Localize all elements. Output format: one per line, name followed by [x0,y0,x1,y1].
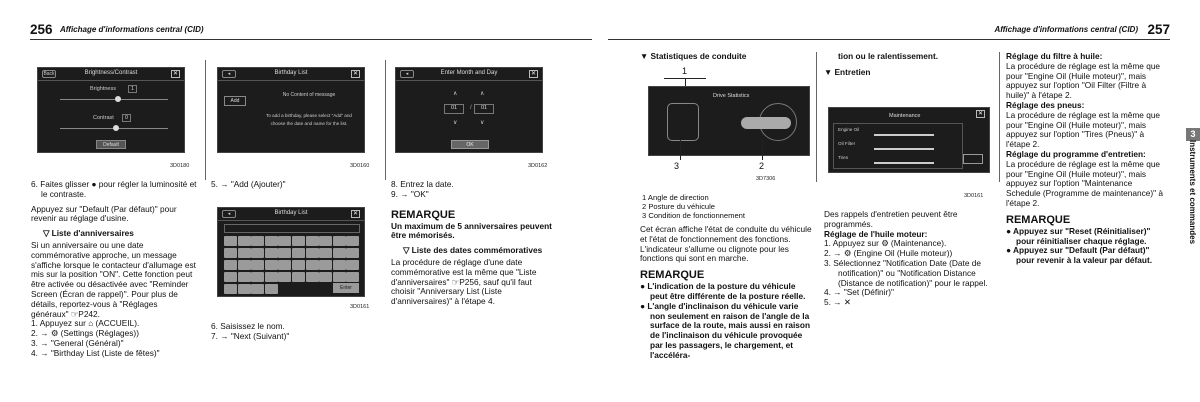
screen-title-bar [396,68,542,81]
step-2: 2. → ⚙ (Engine Oil (Huile moteur)) [824,248,953,259]
keyboard-key [292,248,305,258]
subheading: Réglage du filtre à huile: [1006,51,1103,61]
back-icon: ◂ [222,210,236,218]
close-icon: ✕ [530,71,537,77]
continued-text: tion ou le ralentissement. [838,51,939,61]
keyboard-key [265,260,278,270]
drive-stats-heading-wrap [640,52,810,62]
hint-line: To add a birthday, please select "Add" and [266,113,352,118]
close-icon: ✕ [172,71,179,77]
contrast-value: 0 [122,114,131,122]
screen-title: Birthday List [274,210,308,216]
figure-code: 3D0162 [528,163,548,169]
paragraph: Appuyez sur "Default (Par défaut)" pour revenir au réglage d'usine. [31,203,177,224]
keyboard-key [265,248,278,258]
subheading: ▽ Liste des dates commémoratives [403,245,543,256]
screen-title: Birthday List [274,70,308,76]
callout-line [762,140,763,160]
brightness-contrast-screenshot [37,67,185,153]
screen-title: Drive Statistics [713,93,750,99]
page-header [30,20,592,40]
keyboard-key [333,236,346,246]
keyboard-key [292,272,305,282]
paragraph: La procédure de réglage est la même que pour "Engine Oil (Huile moteur)", mais appuyez sur l'option "Oil Filter (Filtre à huile)" à l'étape 2. [1006,60,1161,101]
step-3: 3. → "General (Général)" [31,337,124,348]
middle-column-text-lower [211,322,381,342]
section-heading: ▼ Statistiques de conduite [640,51,747,61]
figure-code: 3D0160 [350,163,370,169]
col2-top [824,52,992,78]
column-divider [816,52,817,182]
remarque-heading: REMARQUE [1006,213,1071,226]
screen-title-bar [218,208,364,221]
keyboard-key [238,260,251,270]
empty-message: No Content of message [282,92,336,98]
paragraph: La procédure de réglage d'une date commémorative est la même que "Liste d'anniversaires" ☞P256, sauf qu'il faut choisir "Anniversary List (Liste d'anniversaires)" à l'étape 4. [391,256,537,307]
subheading: ▽ Liste d'anniversaires [43,228,134,239]
maintenance-list [833,123,963,169]
legend-item: 2 Posture du véhicule [642,202,716,211]
keyboard-key [346,236,359,246]
keyboard-key [238,284,251,294]
keyboard-key [224,248,237,258]
subheading: Réglage des pneus: [1006,99,1085,110]
keyboard-key [265,284,278,294]
keyboard-key [346,260,359,270]
keyboard-key [333,272,346,282]
paragraph: La procédure de réglage est la même que pour "Engine Oil (Huile moteur)", mais appuyez sur l'option "Maintenance Schedule (Programme de maintenance)" à l'étape 2. [1006,158,1163,208]
remarque-heading: REMARQUE [640,269,705,282]
keyboard-screenshot [217,207,365,297]
step-1: 1. Appuyez sur ⌂ (ACCUEIL). [31,318,140,329]
maintenance-row: Oil Filter [838,141,856,146]
callout-2: 2 [759,161,765,171]
keyboard-key [224,260,237,270]
col1-text [640,225,812,361]
screen-title: Brightness/Contrast [84,70,138,76]
keyboard-key [306,248,319,258]
keyboard-key [251,236,264,246]
step-9: 9. → "OK" [391,188,429,199]
keyboard-key [251,284,264,294]
keyboard-key [238,248,251,258]
keyboard-key [292,260,305,270]
keyboard-key [319,248,332,258]
close-icon: ✕ [352,211,359,217]
keyboard-key [265,272,278,282]
contrast-label: Contrast [93,115,114,121]
steering-vehicle-graphic [667,103,699,141]
col3-text [1006,52,1164,266]
column-divider [385,60,386,180]
keyboard-key [306,272,319,282]
progress-bar [874,148,934,150]
keyboard-key [333,260,346,270]
note-bullet: ● Appuyez sur "Reset (Réinitialiser)" pour réinitialiser chaque réglage. [1006,225,1151,246]
keyboard-key [265,236,278,246]
header-title: Affichage d'informations central (CID) [60,25,204,34]
page-header [608,20,1170,40]
section-heading: ▼ Entretien [824,66,871,77]
maintenance-screenshot [828,107,990,173]
callout-3: 3 [674,161,680,171]
back-button: Back [43,71,55,77]
back-icon: ◂ [400,70,414,78]
note-bullet: ● L'angle d'inclinaison du véhicule varie non seulement en raison de l'angle de la surface de la route, mais aussi en raison de l'inclinaison du véhicule provoquée par les passagers, le chargement, et l'accéléra- [640,300,811,360]
day-up-icon: ∧ [480,91,485,97]
middle-column-text [211,180,381,190]
paragraph: Si un anniversaire ou une date commémorative approche, un message s'affiche lorsque le contacteur d'allumage est mis sur la position "ON". Cette fonction peut être activée ou désactivée avec "Reminder Screen (Écran de rappel)". Pour plus de détails, reportez-vous à "Réglages généraux" ☞P242. [31,239,196,319]
step-6: 6. Faites glisser ● pour régler la luminosité et le contraste. [31,179,197,199]
keyboard-key [319,272,332,282]
default-button: Default [96,140,126,149]
right-column-text [391,180,557,307]
brightness-label: Brightness [90,86,116,92]
progress-bar [874,134,934,136]
month-up-icon: ∧ [453,91,458,97]
step-8: 8. Entrez la date. [391,179,454,189]
page-number: 257 [1147,22,1170,37]
note: Un maximum de 5 anniversaires peuvent être mémorisés. [391,220,552,241]
step-6: 6. Saisissez le nom. [211,321,285,331]
keyboard-key [238,236,251,246]
header-title: Affichage d'informations central (CID) [994,25,1138,34]
paragraph: Cet écran affiche l'état de conduite du véhicule et l'état de fonctionnement des fonctions. L'indicateur s'allume ou clignote pour les fonctions qui sont en marche. [640,224,812,264]
col2-text [824,210,994,308]
keyboard-key [224,272,237,282]
keyboard-key [224,284,237,294]
step-7: 7. → "Next (Suivant)" [211,330,290,341]
legend-item: 3 Condition de fonctionnement [642,211,746,220]
birthday-list-screenshot [217,67,365,153]
keyboard-key [306,260,319,270]
vehicle-side-graphic [741,117,791,129]
enter-key: Enter [333,283,359,293]
keyboard-key [238,272,251,282]
brightness-value: 1 [128,85,137,93]
keyboard-key [278,236,291,246]
hint-line: choose the date and name for the list. [270,121,348,126]
maintenance-row: Engine Oil [838,127,860,132]
brightness-slider [60,99,168,100]
keyboard-key [346,248,359,258]
keyboard-key [251,260,264,270]
progress-bar [874,162,934,164]
add-button: Add [224,96,246,106]
maintenance-row: Tires [838,155,849,160]
keyboard-key [319,236,332,246]
screen-title: Enter Month and Day [440,70,498,76]
close-icon: ✕ [352,71,359,77]
figure-code: 3D7306 [756,176,776,182]
keyboard-key [251,248,264,258]
date-separator: / [470,105,472,111]
paragraph: La procédure de réglage est la même que pour "Engine Oil (Huile moteur)", mais appuyez sur l'option "Tires (Pneus)" à l'étape 2. [1006,109,1161,150]
brightness-slider-knob [115,96,121,102]
left-column-text [31,180,197,359]
column-divider [999,52,1000,182]
keyboard-key [278,272,291,282]
figure-code: 3D0161 [350,304,370,310]
chapter-tab: 3 [1186,128,1200,141]
note-bullet: ● L'indication de la posture du véhicule peut être différente de la posture réelle. [640,281,806,301]
right-page [600,0,1200,402]
day-value: 01 [474,104,494,114]
step-3: 3. Sélectionnez "Notification Date (Date de notification)" ou "Notification Distance (Distance de notification)" pour le rappel. [824,257,988,288]
step-2: 2. → ⚙ (Settings (Réglages)) [31,328,139,339]
month-value: 01 [444,104,464,114]
screen-title: Maintenance [889,113,921,119]
enter-month-day-screenshot [395,67,543,153]
page-number: 256 [30,22,53,37]
chapter-label: Instruments et commandes [1188,140,1197,245]
day-down-icon: ∨ [480,120,485,126]
month-down-icon: ∨ [453,120,458,126]
figure-code: 3D0161 [964,193,984,199]
step-4: 4. → "Birthday List (Liste de fêtes)" [31,347,160,358]
legend-item: 1 Angle de direction [642,193,709,202]
chapter-label-wrap [1187,140,1199,290]
keyboard-key [292,236,305,246]
keyboard-key [224,236,237,246]
ok-button: OK [451,140,489,149]
keyboard-key [319,260,332,270]
step-5: 5. → "Add (Ajouter)" [211,179,286,189]
note-bullet: ● Appuyez sur "Default (Par défaut)" pour revenir à la valeur par défaut. [1006,245,1153,266]
column-divider [205,60,206,180]
paragraph: Des rappels d'entretien peuvent être programmés. [824,209,958,229]
callout-line [680,140,681,160]
legend [642,193,812,220]
name-input [224,224,360,233]
step-1: 1. Appuyez sur ⚙ (Maintenance). [824,238,947,249]
reset-button-graphic [963,154,983,164]
keyboard-key [333,248,346,258]
step-4: 4. → "Set (Définir)" [824,287,894,298]
back-icon: ◂ [222,70,236,78]
screen-title-bar [218,68,364,81]
keyboard-key [278,260,291,270]
figure-code: 3D0180 [170,163,190,169]
drive-statistics-screenshot [648,86,810,156]
screen-title-bar [38,68,184,81]
keyboard-key [306,236,319,246]
subheading: Réglage de l'huile moteur: [824,228,928,239]
contrast-slider-knob [113,125,119,131]
remarque-heading: REMARQUE [391,208,456,221]
keyboard-key [251,272,264,282]
keyboard-key [278,248,291,258]
subheading: Réglage du programme d'entretien: [1006,148,1146,159]
callout-1: 1 [682,66,688,76]
keyboard-key [346,272,359,282]
close-icon: ✕ [977,111,984,117]
step-5: 5. → ✕ [824,297,851,308]
